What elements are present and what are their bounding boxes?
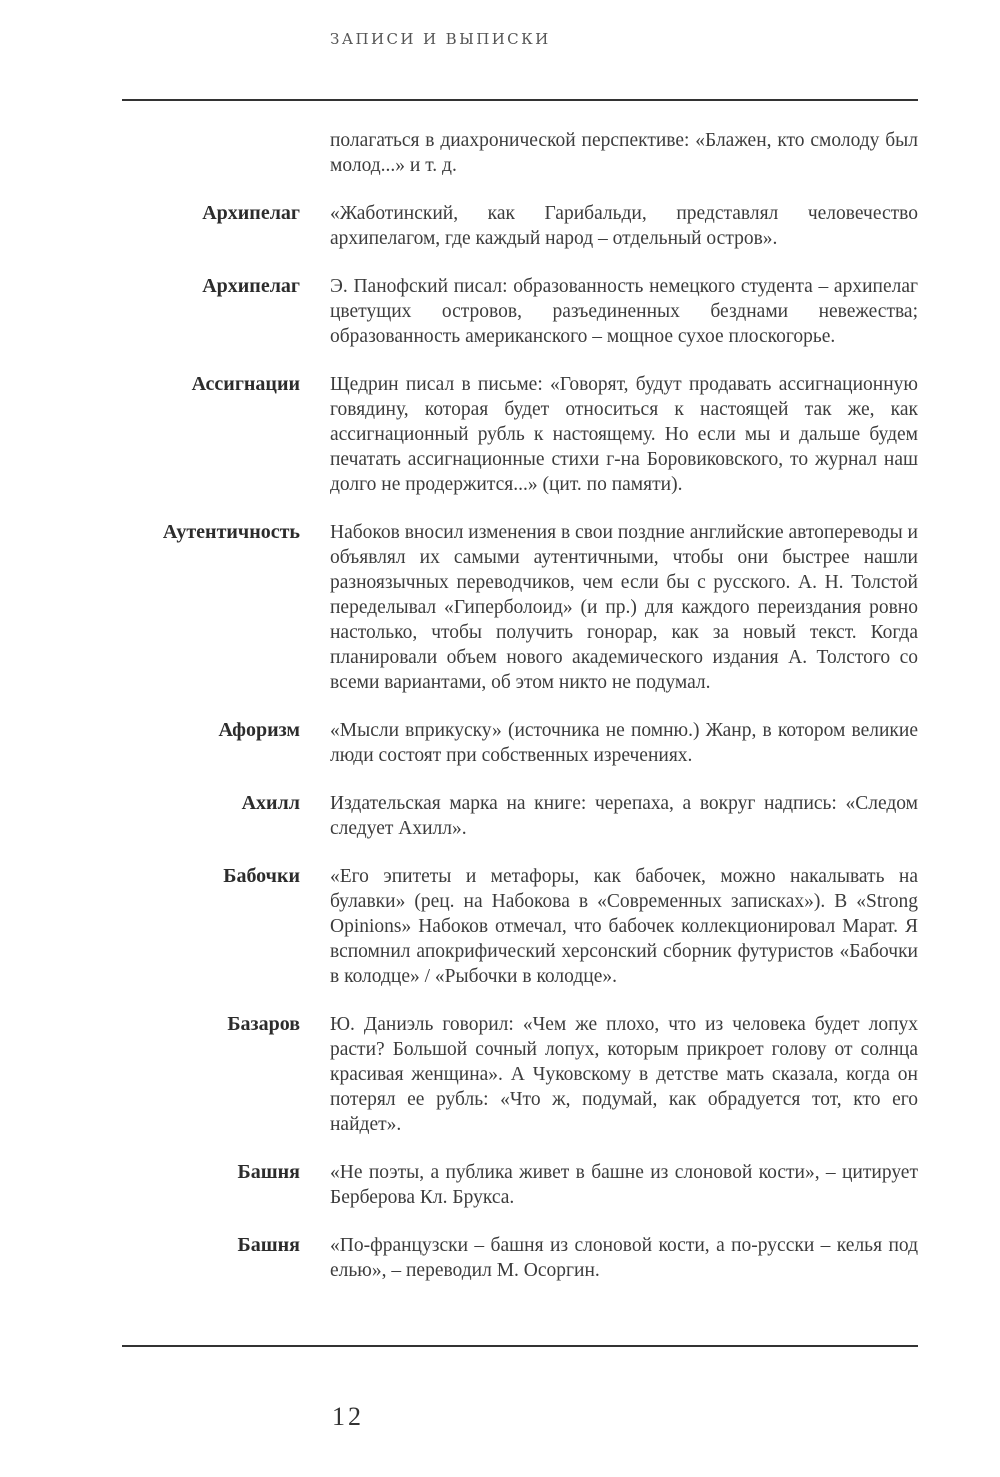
top-rule — [122, 99, 918, 101]
entry-bazarov — [122, 1012, 918, 1137]
entry-headword: Башня — [237, 1161, 300, 1183]
entry-text: «Жаботинский, как Гарибальди, представлял человечество архипелагом, где каждый народ – отдельный остров». — [330, 203, 918, 249]
entry-headword: Афоризм — [218, 719, 300, 741]
entry-akhill — [122, 791, 918, 841]
entry-text: Щедрин писал в письме: «Говорят, будут продавать ассигнационную говядину, которая будет относиться к настоящей так же, как ассигнационный рубль к настоящему. Но если мы и дальше будем печатать ассигнационные стихи г-на Боровиковского, то журнал наш долго не продержится...» (цит. по памяти). — [330, 374, 918, 495]
entry-text: полагаться в диахронической перспективе: «Блажен, кто смолоду был молод...» и т. д. — [330, 130, 918, 176]
entry-text: Набоков вносил изменения в свои поздние английские автопереводы и объявлял их самыми аутентичными, чтобы они быстрее нашли разноязычных переводчиков, чем если бы с русского. А. Н. Толстой переделывал «Гиперболоид» (и пр.) для каждого переиздания ровно настолько, чтобы получить гонорар, как за новый текст. Когда планировали объем нового академического издания А. Толстого со всеми вариантами, об этом никто не подумал. — [330, 522, 918, 693]
entry-headword: Архипелаг — [202, 202, 300, 224]
entry-assignatsii — [122, 372, 918, 497]
entry-babochki — [122, 864, 918, 989]
entry-continuation — [122, 128, 918, 178]
entry-aforizm — [122, 718, 918, 768]
entry-headword: Ахилл — [241, 792, 300, 814]
entry-text: Ю. Даниэль говорил: «Чем же плохо, что из человека будет лопух расти? Большой сочный лопух, которым прикроет голову от солнца красивая женщина». А Чуковскому в детстве мать сказала, когда он потерял ее рубль: «Что ж, подумай, как обрадуется тот, кто его найдет». — [330, 1014, 918, 1135]
entry-text: «Мысли вприкуску» (источника не помню.) Жанр, в котором великие люди состоят при собственных изречениях. — [330, 720, 918, 766]
entry-headword: Архипелаг — [202, 275, 300, 297]
entry-bashnya-2 — [122, 1233, 918, 1283]
entry-headword: Ассигнации — [191, 373, 300, 395]
entry-text: «Не поэты, а публика живет в башне из слоновой кости», – цитирует Берберова Кл. Брукса. — [330, 1162, 918, 1208]
entry-headword: Башня — [237, 1234, 300, 1256]
entry-autentichnost — [122, 520, 918, 695]
bottom-rule — [122, 1345, 918, 1347]
entry-text: Э. Панофский писал: образованность немецкого студента – архипелаг цветущих островов, разъединенных безднами невежества; образованность американского – мощное сухое плоскогорье. — [330, 276, 918, 347]
entry-text: «Его эпитеты и метафоры, как бабочек, можно накалывать на булавки» (рец. на Набокова в «Современных записках»). В «Strong Opinions» Набоков отмечал, что бабочек коллекционировал Марат. Я вспомнил апокрифический херсонский сборник футуристов «Бабочки в колодце» / «Рыбочки в колодце». — [330, 866, 918, 987]
entries-list — [122, 128, 918, 1306]
entry-arkhipelag-2 — [122, 274, 918, 349]
entry-text: Издательская марка на книге: черепаха, а вокруг надпись: «Следом следует Ахилл». — [330, 793, 918, 839]
entry-bashnya-1 — [122, 1160, 918, 1210]
page-number: 12 — [332, 1402, 364, 1431]
entry-headword: Базаров — [227, 1013, 300, 1035]
running-head: ЗАПИСИ И ВЫПИСКИ — [330, 30, 551, 48]
entry-text: «По-французски – башня из слоновой кости, а по-русски – келья под елью», – переводил М. Осоргин. — [330, 1235, 918, 1281]
entry-headword: Аутентичность — [162, 521, 300, 543]
entry-arkhipelag-1 — [122, 201, 918, 251]
entry-headword: Бабочки — [223, 865, 300, 887]
